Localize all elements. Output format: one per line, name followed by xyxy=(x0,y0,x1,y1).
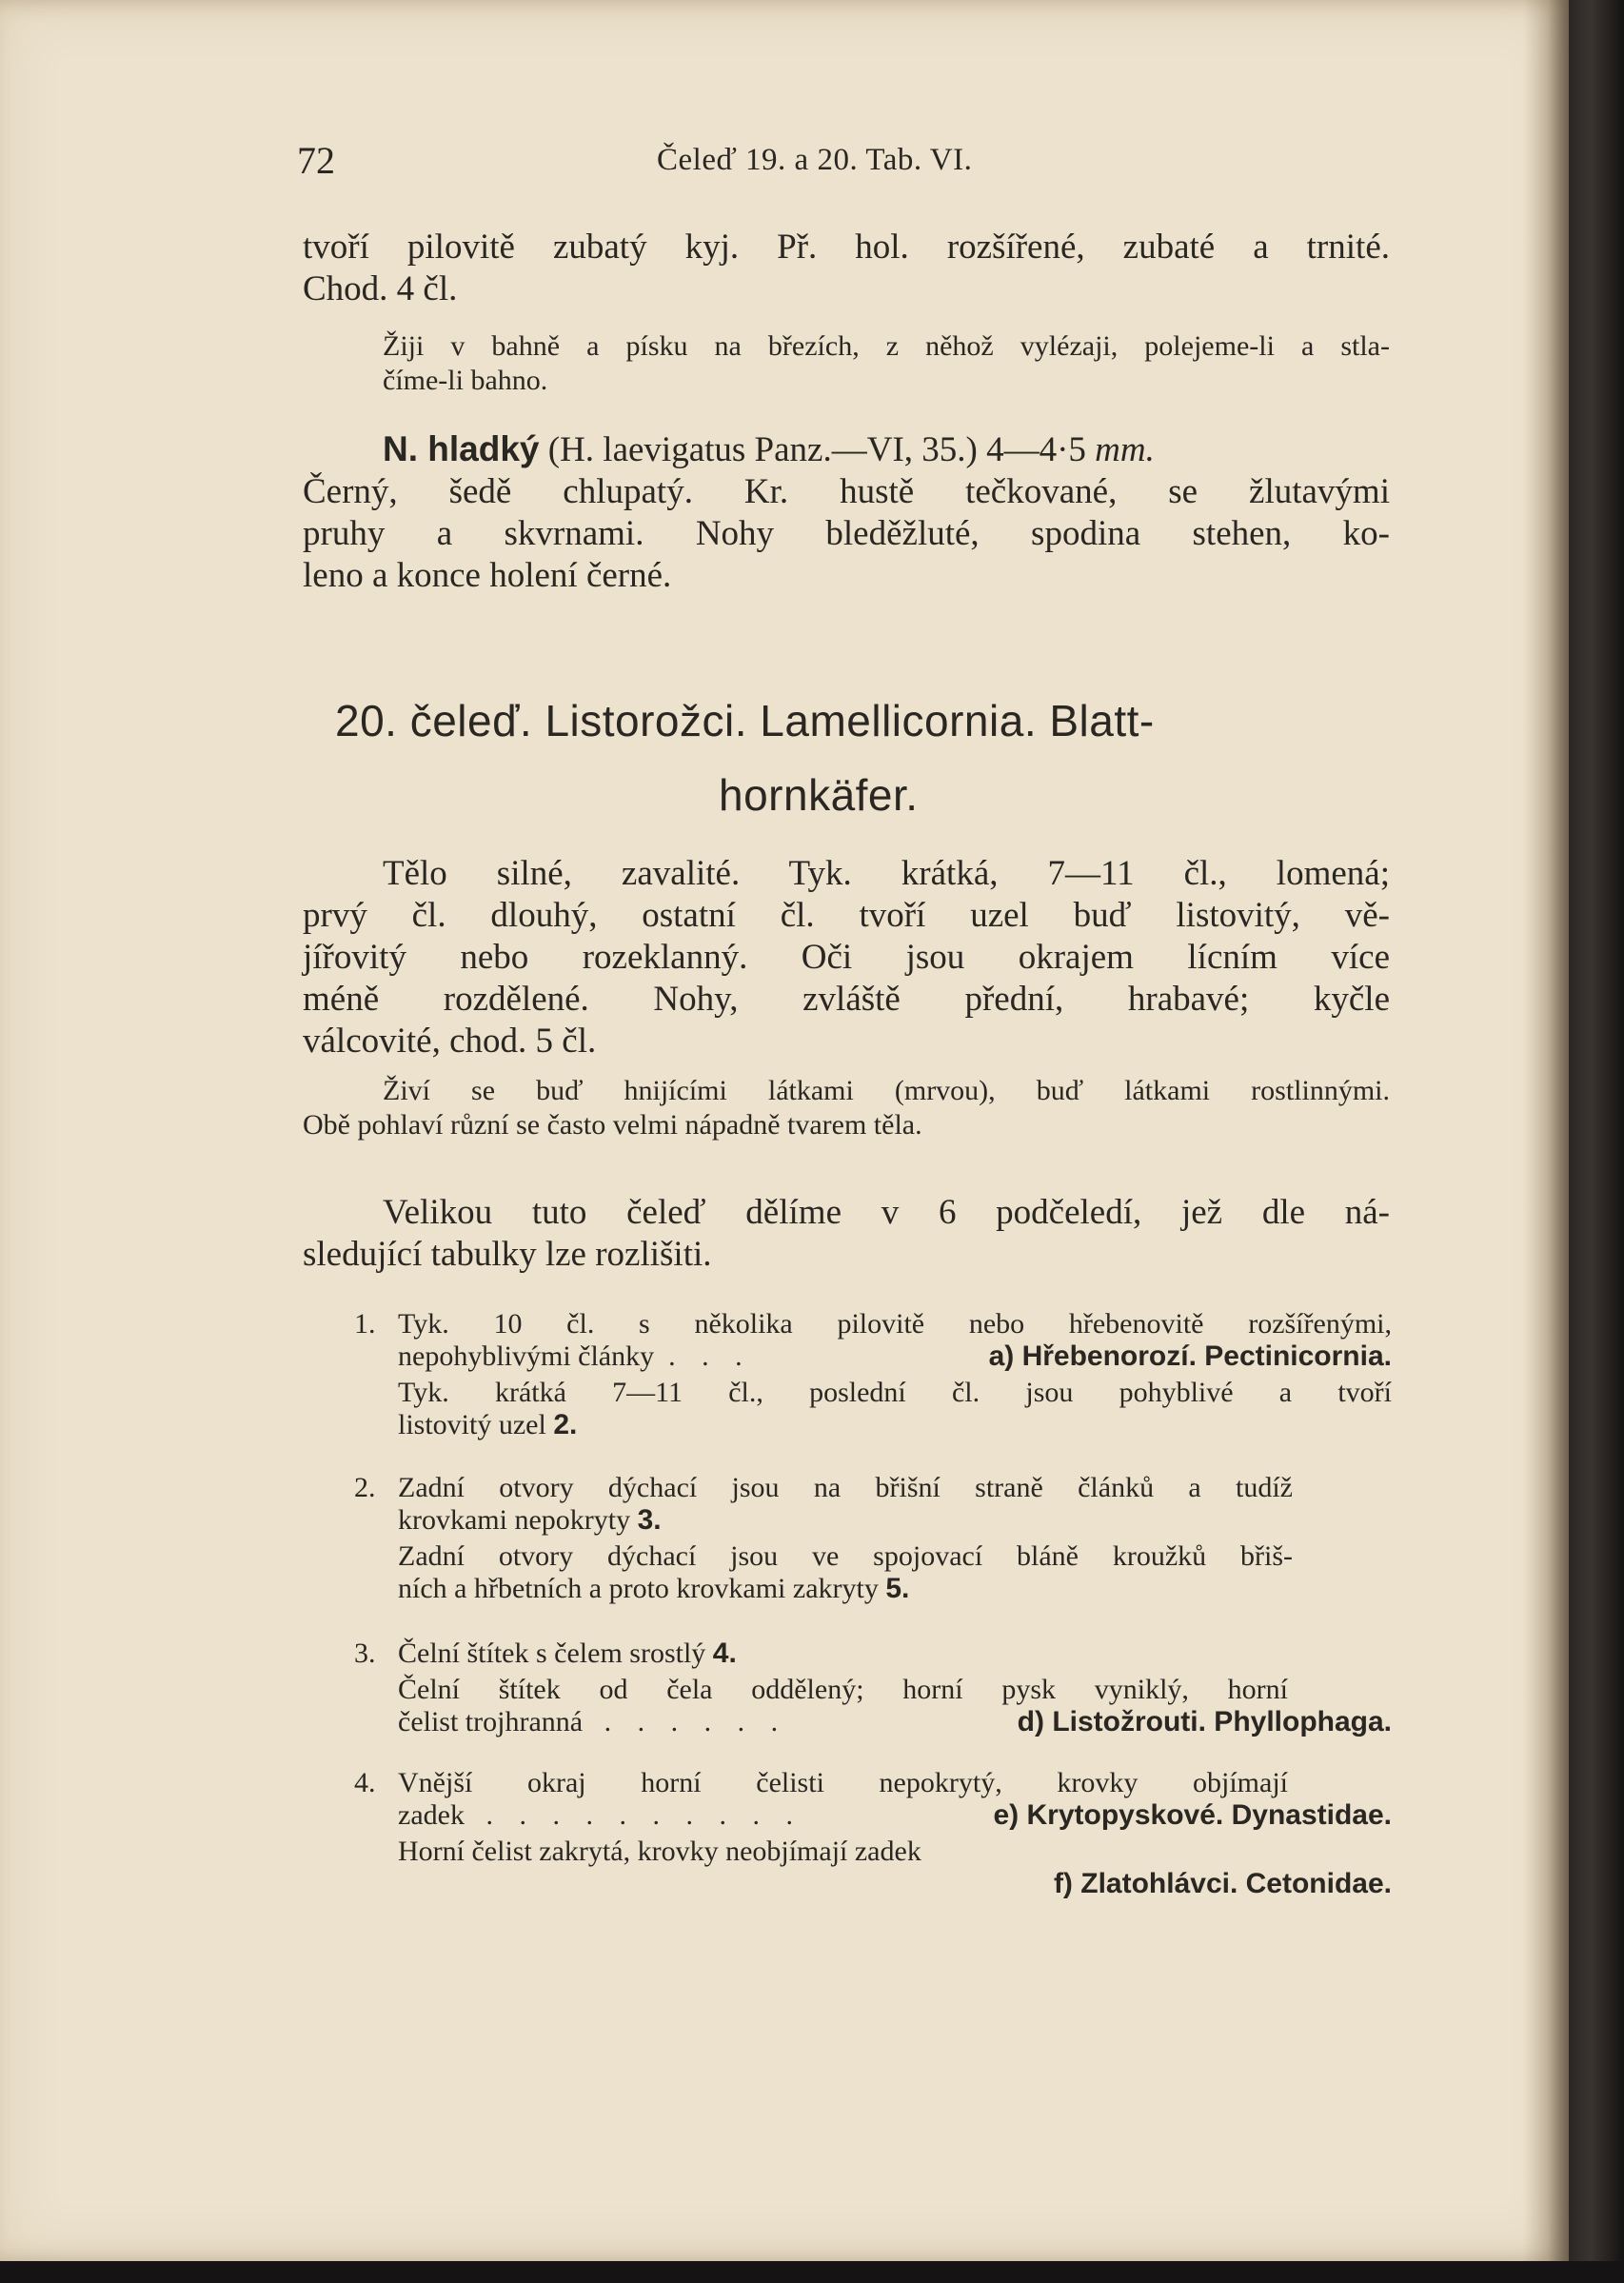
key-text: ních a hřbetních a proto krovkami zakryty xyxy=(398,1573,879,1604)
family-heading-line: hornkäfer. xyxy=(719,770,919,820)
description-note-line: Obě pohlaví různí se často velmi nápadně tvarem těla. xyxy=(303,1109,922,1141)
family-description xyxy=(303,853,1390,1062)
key-result: f) Zlatohlávci. Cetonidae. xyxy=(1053,1868,1392,1899)
leader-dots: . . . xyxy=(668,1340,752,1372)
key-entry-1 xyxy=(354,1308,1392,1441)
key-number: 4. xyxy=(354,1767,376,1798)
description-line: Tělo silné, zavalité. Tyk. krátká, 7—11 čl., lomená; xyxy=(383,854,1390,893)
description-line: méně rozdělené. Nohy, zvláště přední, hrabavé; kyčle xyxy=(303,980,1390,1019)
description-note-line: Živí se buď hnijícími látkami (mrvou), buď látkami rostlinnými. xyxy=(383,1075,1390,1106)
intro-paragraph xyxy=(303,227,1390,310)
description-line: jířovitý nebo rozeklanný. Oči jsou okrajem lícním více xyxy=(303,938,1390,977)
leader-dots: . . . . . . . . . . xyxy=(485,1799,802,1831)
division-paragraph xyxy=(303,1192,1390,1276)
key-text: listovitý uzel xyxy=(398,1409,546,1440)
key-text: Čelní štítek s čelem srostlý xyxy=(398,1638,706,1669)
key-line xyxy=(398,1868,1392,1900)
key-line: Horní čelist zakrytá, krovky neobjímají zadek xyxy=(398,1836,921,1867)
description-line: válcovité, chod. 5 čl. xyxy=(303,1022,597,1061)
key-line xyxy=(398,1409,1392,1441)
division-line: Velikou tuto čeleď dělíme v 6 podčeledí, jež dle ná- xyxy=(383,1193,1390,1232)
key-result: d) Listožrouti. Phyllophaga. xyxy=(1017,1706,1392,1737)
key-line xyxy=(398,1799,1392,1832)
page-fold-shadow xyxy=(1523,0,1569,2261)
key-line: Tyk. krátká 7—11 čl., poslední čl. jsou pohyblivé a tvoří xyxy=(398,1377,1392,1408)
intro-note-line: Žiji v bahně a písku na březích, z něhož vylézaji, polejeme-li a stla- xyxy=(383,330,1390,362)
intro-line: tvoří pilovitě zubatý kyj. Př. hol. rozšířené, zubaté a trnité. xyxy=(303,228,1390,267)
key-text: nepohyblivými články xyxy=(398,1340,655,1372)
key-ref: 2. xyxy=(553,1409,578,1440)
key-entry-4 xyxy=(354,1767,1392,1900)
division-line: sledující tabulky lze rozlišiti. xyxy=(303,1235,712,1274)
species-line: pruhy a skvrnami. Nohy bleděžluté, spodina stehen, ko- xyxy=(303,514,1390,553)
key-number: 1. xyxy=(354,1308,376,1340)
key-result: e) Krytopyskové. Dynastidae. xyxy=(993,1799,1392,1831)
key-line xyxy=(398,1504,1293,1537)
key-line: Čelní štítek od čela oddělený; horní pysk vyniklý, horní xyxy=(398,1674,1288,1705)
key-line xyxy=(398,1706,1392,1738)
key-ref: 5. xyxy=(885,1573,910,1604)
key-ref: 4. xyxy=(712,1638,737,1669)
key-line xyxy=(398,1573,1293,1605)
key-line: Zadní otvory dýchací jsou ve spojovací bláně kroužků břiš- xyxy=(398,1540,1293,1572)
intro-note-line: číme-li bahno. xyxy=(383,365,548,396)
species-unit: mm. xyxy=(1095,430,1155,469)
key-line: Zadní otvory dýchací jsou na břišní straně článků a tudíž xyxy=(398,1472,1293,1503)
leader-dots: . . . . . . xyxy=(604,1706,788,1737)
page-number: 72 xyxy=(297,139,335,182)
key-line xyxy=(398,1340,1392,1373)
description-line: prvý čl. dlouhý, ostatní čl. tvoří uzel buď listovitý, vě- xyxy=(303,896,1390,935)
scan-border xyxy=(0,2261,1624,2283)
key-number: 3. xyxy=(354,1638,376,1669)
species-entry xyxy=(303,428,1390,597)
book-edge xyxy=(1569,0,1624,2283)
key-text: zadek xyxy=(398,1799,465,1831)
key-result: a) Hřebenorozí. Pectinicornia. xyxy=(988,1340,1392,1372)
key-line: Vnější okraj horní čelisti nepokrytý, krovky objímají xyxy=(398,1767,1288,1798)
key-text: čelist trojhranná xyxy=(398,1706,584,1737)
species-name-line xyxy=(303,428,1390,471)
key-entry-3 xyxy=(354,1638,1392,1738)
key-number: 2. xyxy=(354,1472,376,1503)
running-title: Čeleď 19. a 20. Tab. VI. xyxy=(657,143,973,177)
species-line: leno a konce holení černé. xyxy=(303,556,672,595)
species-line: Černý, šedě chlupatý. Kr. hustě tečkované, se žlutavými xyxy=(303,472,1390,511)
intro-note xyxy=(383,329,1390,398)
key-line xyxy=(398,1638,1392,1670)
family-heading-line: 20. čeleď. Listorožci. Lamellicornia. Blatt- xyxy=(335,696,1155,745)
intro-line: Chod. 4 čl. xyxy=(303,269,458,308)
key-entry-2 xyxy=(354,1472,1392,1605)
key-line: Tyk. 10 čl. s několika pilovitě nebo hřebenovitě rozšířenými, xyxy=(398,1308,1392,1340)
description-note xyxy=(303,1074,1390,1142)
species-name: N. hladký xyxy=(383,429,540,468)
key-ref: 3. xyxy=(637,1504,662,1536)
key-text: krovkami nepokryty xyxy=(398,1504,631,1536)
species-synonym: (H. laevigatus Panz.—VI, 35.) 4—4·5 xyxy=(539,430,1096,469)
